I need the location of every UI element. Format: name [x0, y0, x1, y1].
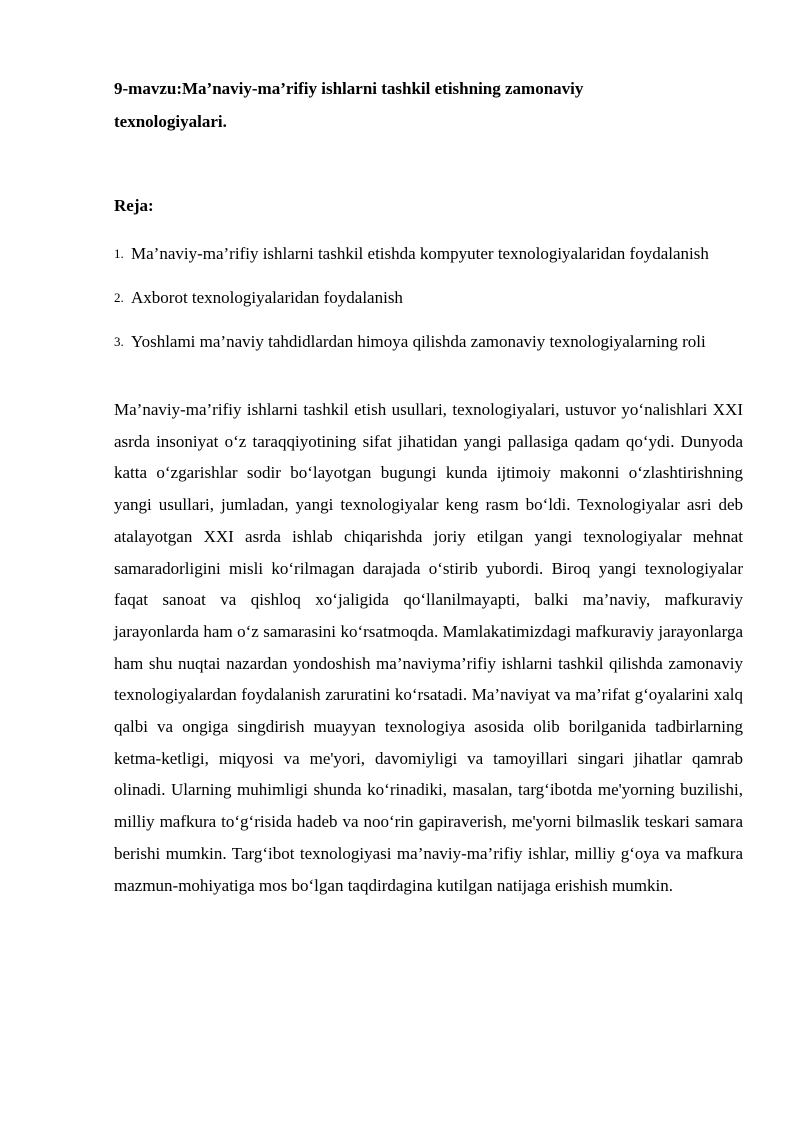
list-item — [114, 326, 743, 357]
list-item-text: Ma’naviy-ma’rifiy ishlarni tashkil etishda kompyuter texnologiyalaridan foydalanish — [131, 244, 709, 263]
plan-heading: Reja: — [114, 196, 154, 215]
list-item-number: 1. — [114, 246, 124, 261]
document-title: 9-mavzu:Ma’naviy-ma’rifiy ishlarni tashkil etishning zamonaviy texnologiyalari. — [114, 79, 584, 131]
list-item-number: 3. — [114, 334, 124, 349]
body-paragraph: Ma’naviy-ma’rifiy ishlarni tashkil etish usullari, texnologiyalari, ustuvor yo‘nalishlari XXI asrda insoniyat o‘z taraqqiyotining sifat jihatidan yangi pallasiga qadam qo‘ydi. Dunyoda katta o‘zgarishlar sodir bo‘layotgan bugungi kunda ijtimoiy makonni o‘zlashtirishning yangi usullari, jumladan, yangi texnologiyalar keng rasm bo‘ldi. Texnologiyalar asri deb atalayotgan XXI asrda ishlab chiqarishda joriy etilgan yangi texnologiyalar mehnat samaradorligini misli ko‘rilmagan darajada o‘stirib yubordi. Biroq yangi texnologiyalar faqat sanoat va qishloq xo‘jaligida qo‘llanilmayapti, balki ma’naviy, mafkuraviy jarayonlarda ham o‘z samarasini ko‘rsatmoqda. Mamlakatimizdagi mafkuraviy jarayonlarga ham shu nuqtai nazardan yondoshish ma’naviyma’rifiy ishlarni tashkil qilishda zamonaviy texnologiyalardan foydalanish zaruratini ko‘rsatadi. Ma’naviyat va ma’rifat g‘oyalarini xalq qalbi va ongiga singdirish muayyan texnologiya asosida olib borilganida tadbirlarning ketma-ketligi, miqyosi va me'yori, davomiyligi va tamoyillari singari jihatlar qamrab olinadi. Ularning muhimligi shunda ko‘rinadiki, masalan, targ‘ibotda me'yorning buzilishi, milliy mafkura to‘g‘risida hadeb va noo‘rin gapiraverish, me'yorni bilmaslik teskari samara berishi mumkin. Targ‘ibot texnologiyasi ma’naviy-ma’rifiy ishlar, milliy g‘oya va mafkura mazmun-mohiyatiga mos bo‘lgan taqdirdagina kutilgan natijaga erishish mumkin. — [114, 400, 743, 895]
plan-list — [114, 238, 743, 357]
document-page — [114, 72, 743, 901]
list-item — [114, 282, 743, 313]
list-item-number: 2. — [114, 290, 124, 305]
list-item-text: Yoshlami ma’naviy tahdidlardan himoya qilishda zamonaviy texnologiyalarning roli — [131, 332, 706, 351]
list-item — [114, 238, 743, 269]
list-item-text: Axborot texnologiyalaridan foydalanish — [131, 288, 403, 307]
